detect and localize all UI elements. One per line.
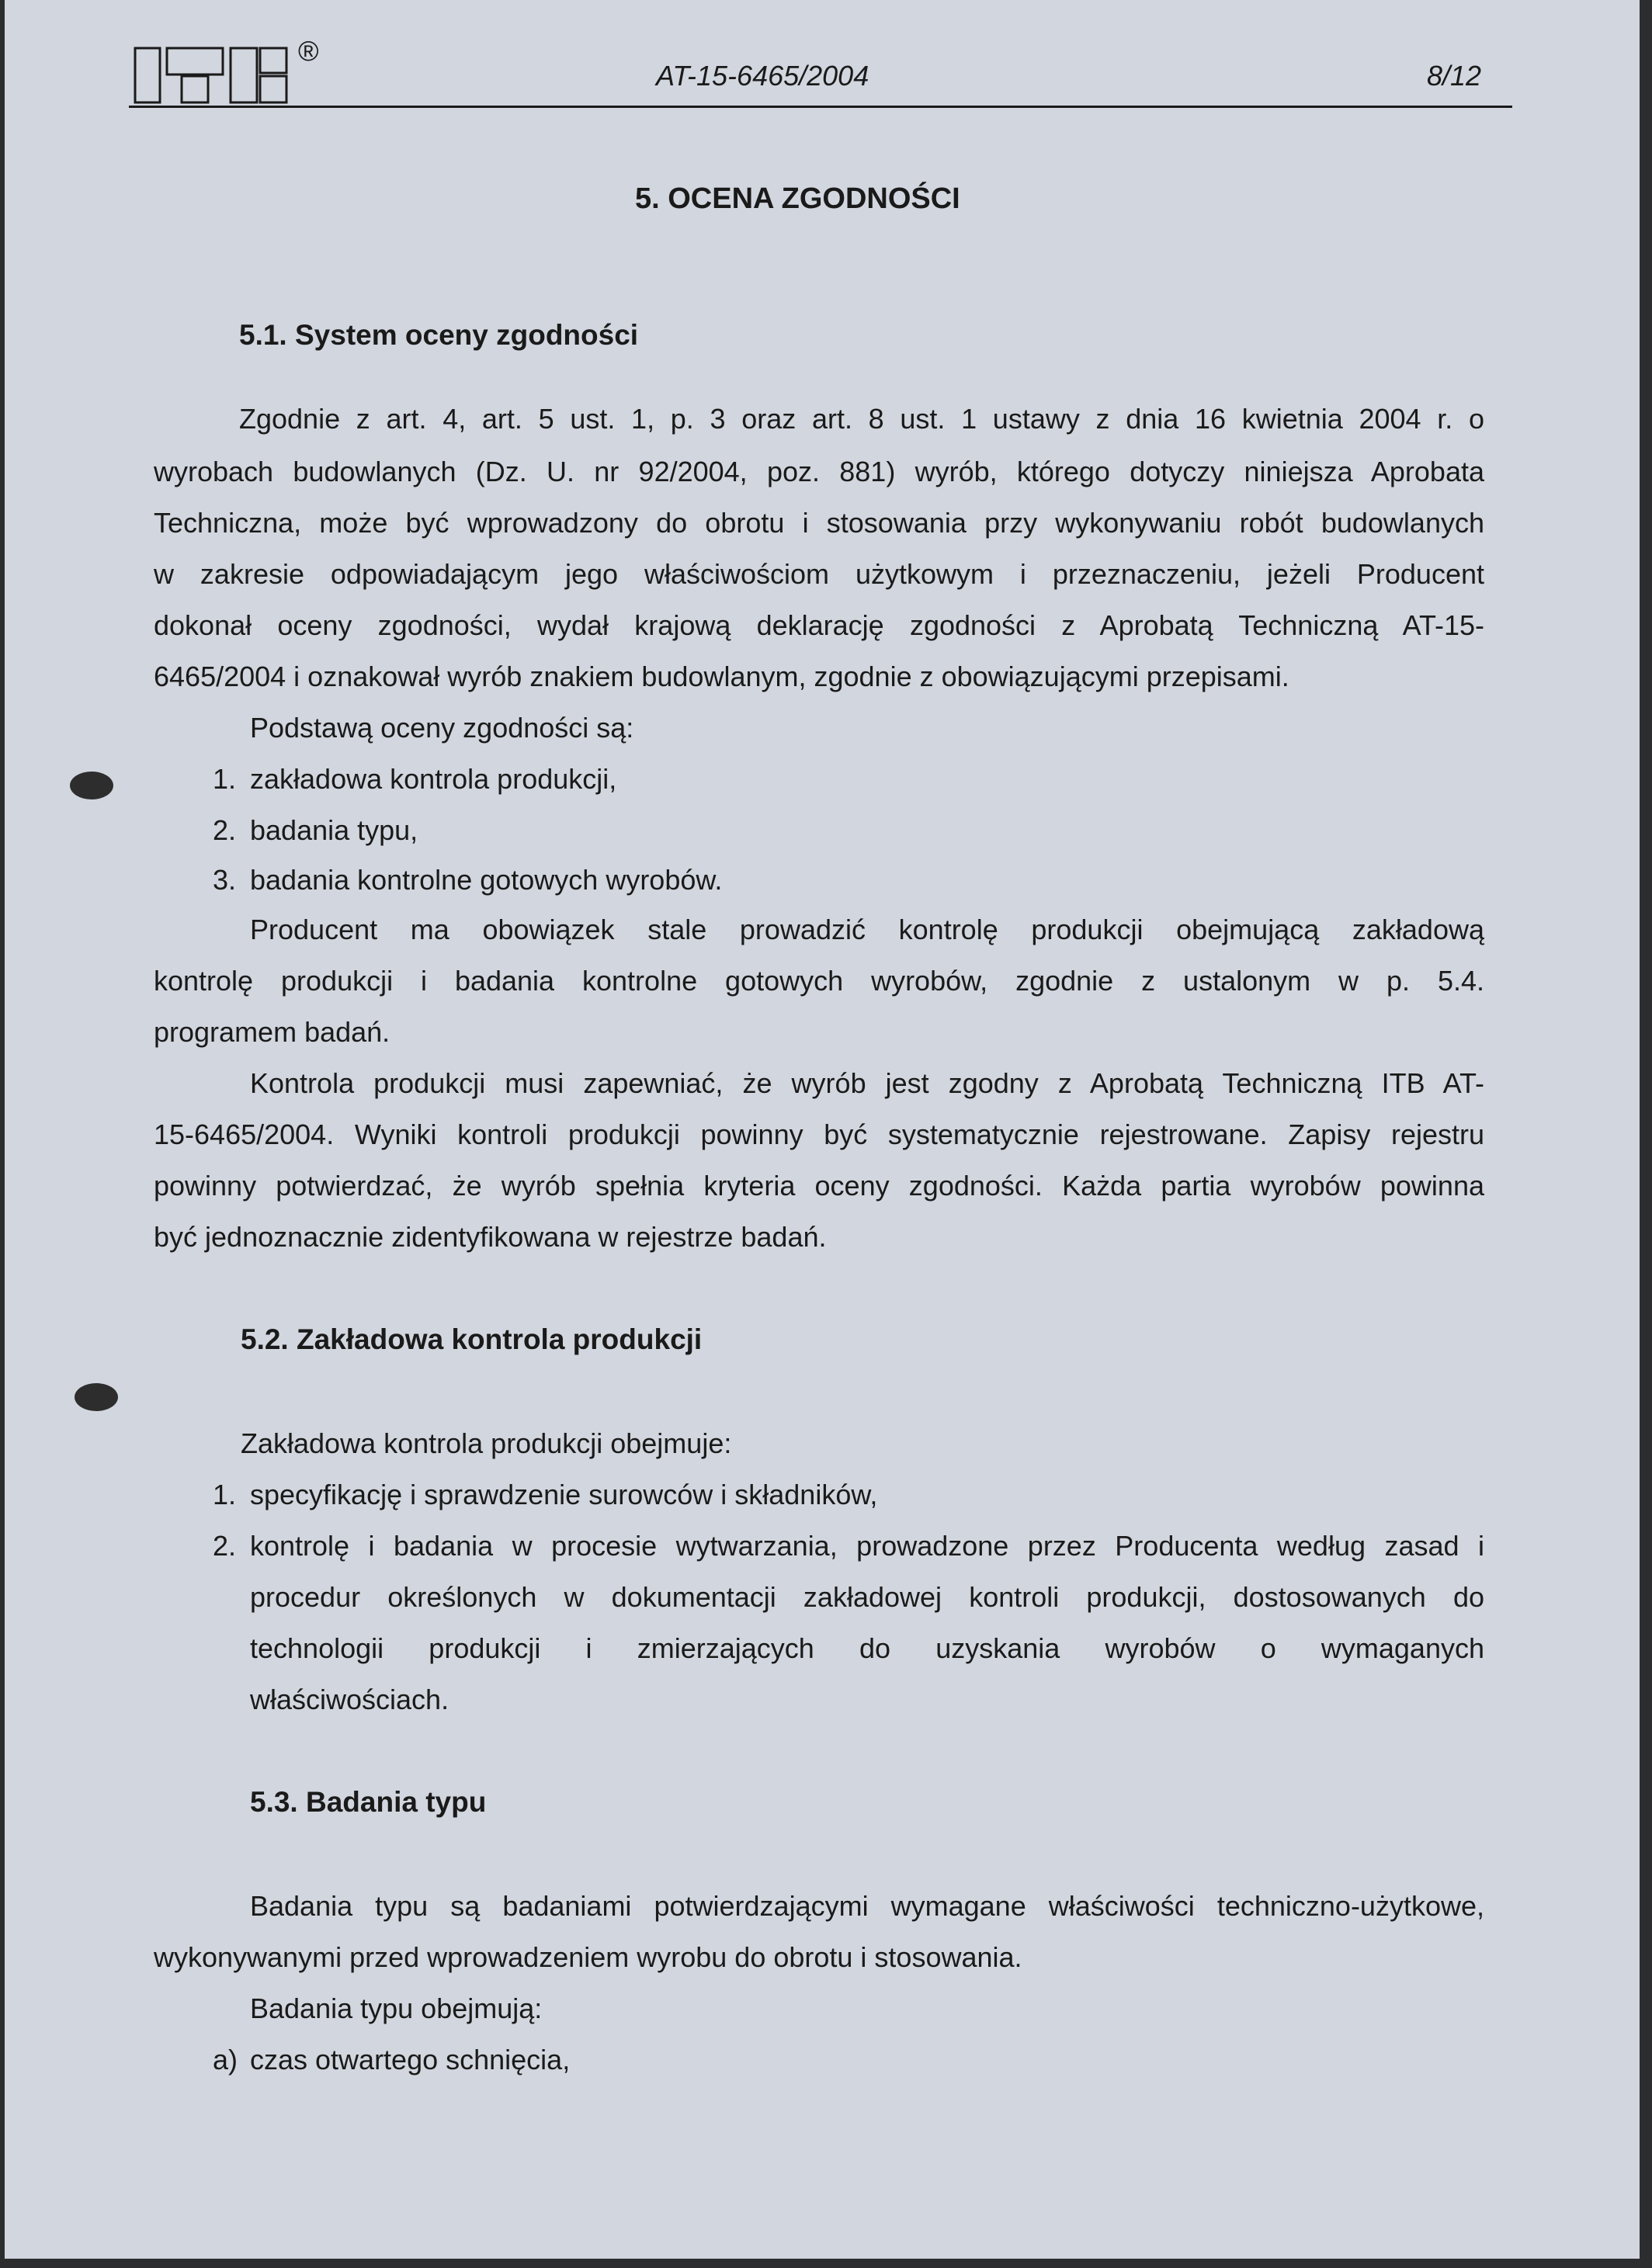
list-item: badania typu,	[250, 814, 418, 846]
list-item: badania kontrolne gotowych wyrobów.	[250, 864, 723, 896]
paragraph-line: Kontrola produkcji musi zapewniać, że wyrób jest zgodny z Aprobatą Techniczną ITB AT-	[250, 1067, 1484, 1099]
paragraph-line: programem badań.	[154, 1016, 390, 1048]
list-label: a)	[213, 2044, 238, 2076]
paragraph-line: 15-6465/2004. Wyniki kontroli produkcji powinny być systematycznie rejestrowane. Zapisy rejestru	[154, 1118, 1484, 1150]
list-item: zakładowa kontrola produkcji,	[250, 763, 617, 795]
list-item-line: właściwościach.	[250, 1684, 449, 1715]
paragraph-line: wyrobach budowlanych (Dz. U. nr 92/2004, poz. 881) wyrób, którego dotyczy niniejsza Aprobata	[154, 456, 1484, 487]
punch-hole	[75, 1383, 118, 1411]
subsection-heading-5-1: 5.1. System oceny zgodności	[239, 319, 639, 351]
paragraph-line: kontrolę produkcji i badania kontrolne gotowych wyrobów, zgodnie z ustalonym w p. 5.4.	[154, 965, 1484, 997]
list-number: 3.	[213, 864, 237, 896]
subsection-heading-5-3: 5.3. Badania typu	[250, 1786, 487, 1818]
basis-intro: Podstawą oceny zgodności są:	[250, 712, 634, 744]
paragraph-line: dokonał oceny zgodności, wydał krajową deklarację zgodności z Aprobatą Techniczną AT-15-	[154, 609, 1484, 641]
list-number: 1.	[213, 1479, 237, 1510]
section-title: 5. OCENA ZGODNOŚCI	[635, 182, 960, 215]
paragraph-line: Techniczna, może być wprowadzony do obrotu i stosowania przy wykonywaniu robót budowlanych	[154, 507, 1484, 539]
list-item-line: technologii produkcji i zmierzających do uzyskania wyrobów o wymaganych	[250, 1632, 1484, 1664]
paragraph-line: Badania typu są badaniami potwierdzającymi wymagane właściwości techniczno-użytkowe,	[250, 1890, 1484, 1922]
paragraph-line: Zgodnie z art. 4, art. 5 ust. 1, p. 3 oraz art. 8 ust. 1 ustawy z dnia 16 kwietnia 2004 r. o	[239, 403, 1484, 435]
type-tests-intro: Badania typu obejmują:	[250, 1992, 543, 2024]
paragraph-line: wykonywanymi przed wprowadzeniem wyrobu do obrotu i stosowania.	[154, 1941, 1022, 1973]
itb-logo-icon	[134, 45, 297, 106]
punch-hole	[70, 772, 113, 799]
zkp-intro: Zakładowa kontrola produkcji obejmuje:	[241, 1427, 732, 1459]
document-number: AT-15-6465/2004	[656, 60, 869, 92]
list-number: 2.	[213, 1530, 237, 1562]
list-number: 1.	[213, 763, 237, 795]
list-item: specyfikację i sprawdzenie surowców i składników,	[250, 1479, 878, 1510]
list-number: 2.	[213, 814, 237, 846]
list-item: czas otwartego schnięcia,	[250, 2044, 571, 2076]
paragraph-line: powinny potwierdzać, że wyrób spełnia kryteria oceny zgodności. Każda partia wyrobów powinna	[154, 1170, 1484, 1202]
subsection-heading-5-2: 5.2. Zakładowa kontrola produkcji	[241, 1323, 703, 1355]
list-item-line: procedur określonych w dokumentacji zakładowej kontroli produkcji, dostosowanych do	[250, 1581, 1484, 1613]
page-number: 8/12	[1427, 60, 1482, 92]
list-item-line: kontrolę i badania w procesie wytwarzania, prowadzone przez Producenta według zasad i	[250, 1530, 1484, 1562]
paragraph-line: w zakresie odpowiadającym jego właściwościom użytkowym i przeznaczeniu, jeżeli Producent	[154, 558, 1484, 590]
registered-mark: ®	[298, 35, 319, 67]
header-divider	[129, 106, 1512, 108]
paragraph-line: 6465/2004 i oznakował wyrób znakiem budowlanym, zgodnie z obowiązującymi przepisami.	[154, 661, 1289, 692]
paragraph-line: Producent ma obowiązek stale prowadzić kontrolę produkcji obejmującą zakładową	[250, 914, 1484, 945]
paragraph-line: być jednoznacznie zidentyfikowana w rejestrze badań.	[154, 1221, 827, 1253]
